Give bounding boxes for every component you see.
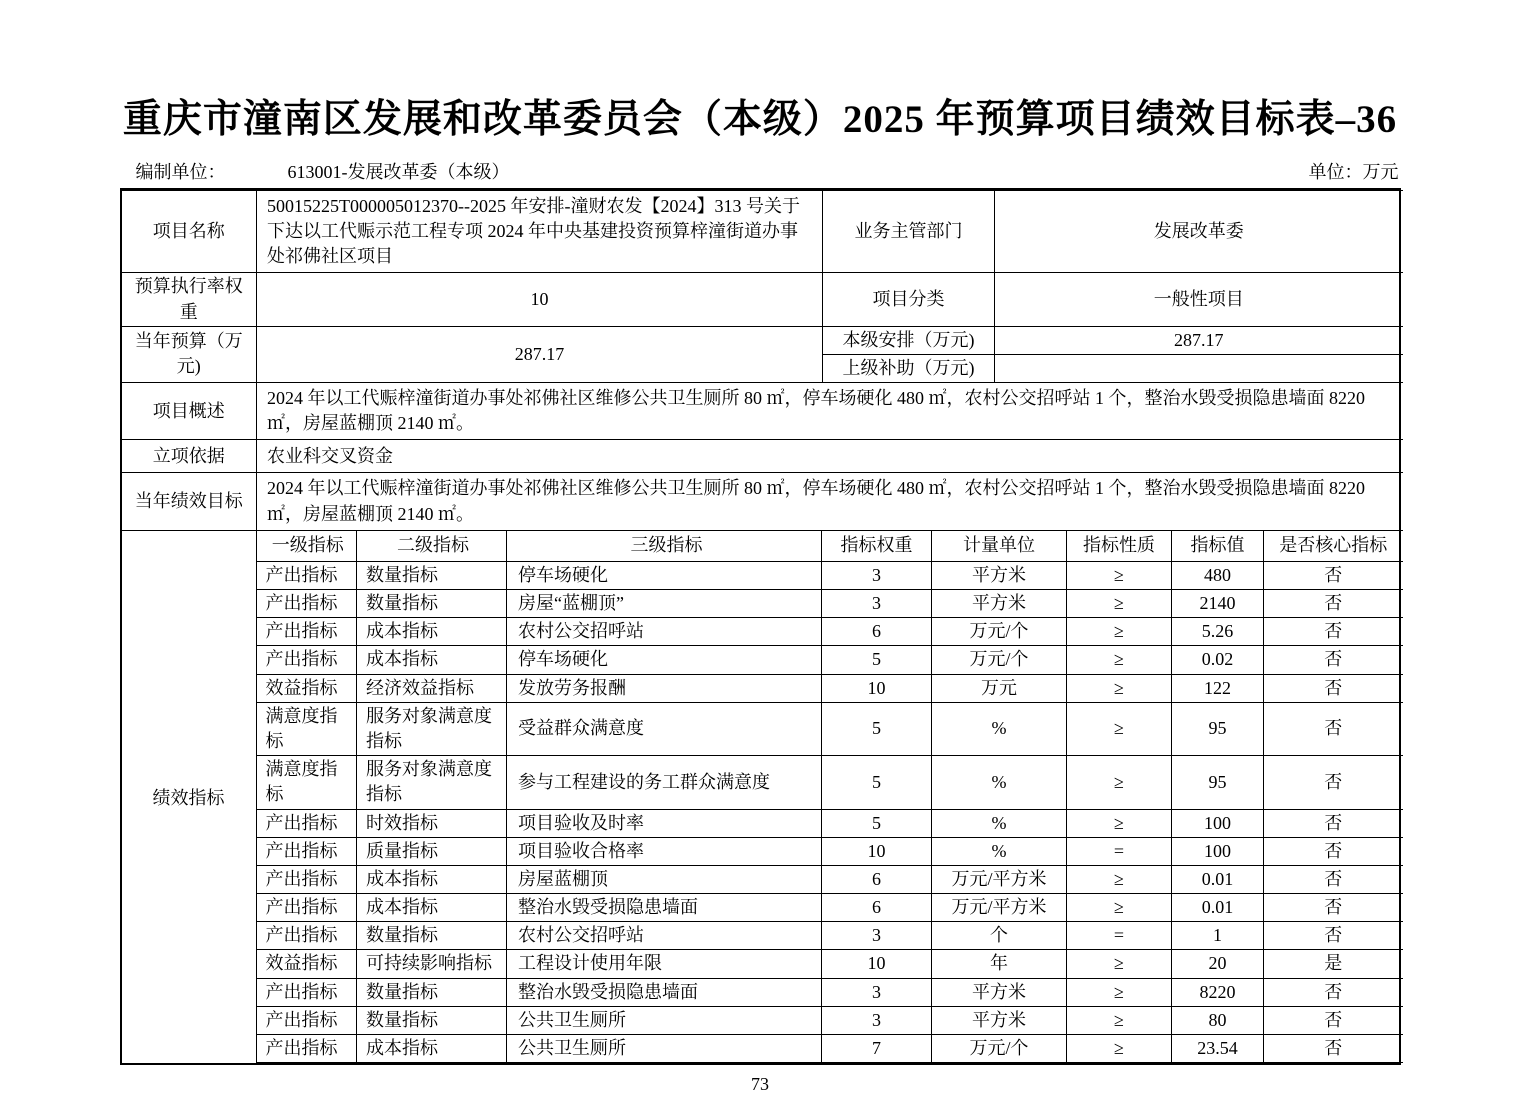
indicator-cell-value: 23.54 — [1172, 1035, 1264, 1063]
indicator-cell-level1: 效益指标 — [257, 950, 357, 978]
indicator-cell-unit: % — [932, 837, 1067, 865]
indicator-cell-level3: 整治水毁受损隐患墙面 — [507, 894, 822, 922]
indicator-header-value: 指标值 — [1172, 531, 1264, 562]
exec-rate-value: 10 — [257, 273, 823, 326]
indicator-cell-value: 5.26 — [1172, 618, 1264, 646]
indicator-cell-unit: 万元/个 — [932, 618, 1067, 646]
indicator-cell-level1: 效益指标 — [257, 674, 357, 702]
indicator-cell-level2: 数量指标 — [357, 922, 507, 950]
indicator-row — [257, 590, 1403, 618]
indicator-cell-level2: 成本指标 — [357, 865, 507, 893]
indicator-row — [257, 950, 1403, 978]
indicator-row — [257, 865, 1403, 893]
indicator-cell-core: 否 — [1264, 978, 1403, 1006]
indicator-cell-core: 是 — [1264, 950, 1403, 978]
indicator-cell-value: 480 — [1172, 561, 1264, 589]
indicator-row — [257, 756, 1403, 809]
category-value: 一般性项目 — [995, 273, 1403, 326]
indicator-row — [257, 1035, 1403, 1063]
indicator-header-nature: 指标性质 — [1067, 531, 1172, 562]
indicator-cell-value: 2140 — [1172, 590, 1264, 618]
indicator-cell-nature: ≥ — [1067, 894, 1172, 922]
indicator-cell-weight: 5 — [822, 702, 932, 755]
indicator-cell-level2: 经济效益指标 — [357, 674, 507, 702]
indicator-cell-level3: 受益群众满意度 — [507, 702, 822, 755]
indicator-cell-core: 否 — [1264, 1006, 1403, 1034]
indicator-cell-nature: = — [1067, 837, 1172, 865]
exec-rate-label: 预算执行率权重 — [122, 273, 257, 326]
local-arrangement-label: 本级安排（万元) — [823, 326, 995, 354]
indicator-cell-weight: 3 — [822, 1006, 932, 1034]
indicator-cell-unit: 平方米 — [932, 561, 1067, 589]
indicator-cell-core: 否 — [1264, 646, 1403, 674]
indicator-cell-level1: 产出指标 — [257, 618, 357, 646]
indicator-cell-level2: 数量指标 — [357, 1006, 507, 1034]
annual-target-row — [122, 473, 1403, 530]
indicator-cell-level3: 农村公交招呼站 — [507, 922, 822, 950]
indicator-header-level2: 二级指标 — [357, 531, 507, 562]
indicator-cell-unit: 平方米 — [932, 978, 1067, 1006]
indicator-cell-level2: 可持续影响指标 — [357, 950, 507, 978]
indicator-row — [257, 674, 1403, 702]
indicator-cell-nature: ≥ — [1067, 809, 1172, 837]
indicator-cell-unit: % — [932, 702, 1067, 755]
indicator-cell-core: 否 — [1264, 1035, 1403, 1063]
indicator-cell-core: 否 — [1264, 618, 1403, 646]
indicator-cell-level2: 时效指标 — [357, 809, 507, 837]
indicator-cell-level3: 参与工程建设的务工群众满意度 — [507, 756, 822, 809]
indicator-cell-core: 否 — [1264, 590, 1403, 618]
annual-target-value: 2024 年以工代赈梓潼街道办事处祁佛社区维修公共卫生厕所 80 ㎡，停车场硬化 480 ㎡，农村公交招呼站 1 个，整治水毁受损隐患墙面 8220 ㎡，房屋蓝棚顶 2140 ㎡。 — [257, 473, 1403, 530]
indicator-header-level3: 三级指标 — [507, 531, 822, 562]
indicator-cell-value: 80 — [1172, 1006, 1264, 1034]
indicator-cell-core: 否 — [1264, 894, 1403, 922]
indicator-cell-level1: 满意度指标 — [257, 702, 357, 755]
indicator-cell-level1: 满意度指标 — [257, 756, 357, 809]
indicator-cell-weight: 10 — [822, 674, 932, 702]
indicator-cell-level1: 产出指标 — [257, 1006, 357, 1034]
indicator-cell-weight: 3 — [822, 978, 932, 1006]
indicator-cell-core: 否 — [1264, 756, 1403, 809]
page-number: 73 — [751, 1074, 769, 1095]
indicator-cell-unit: 万元/个 — [932, 1035, 1067, 1063]
indicator-cell-level1: 产出指标 — [257, 590, 357, 618]
indicator-cell-value: 8220 — [1172, 978, 1264, 1006]
indicator-cell-nature: ≥ — [1067, 950, 1172, 978]
indicator-cell-core: 否 — [1264, 702, 1403, 755]
prepared-by — [136, 158, 510, 184]
indicator-row — [257, 809, 1403, 837]
indicator-row — [257, 978, 1403, 1006]
project-info-table — [122, 190, 1403, 531]
indicator-cell-weight: 10 — [822, 837, 932, 865]
indicator-cell-level3: 项目验收及时率 — [507, 809, 822, 837]
indicator-cell-unit: 个 — [932, 922, 1067, 950]
indicator-cell-level1: 产出指标 — [257, 561, 357, 589]
budget-label: 当年预算（万元) — [122, 326, 257, 382]
indicator-cell-level2: 成本指标 — [357, 646, 507, 674]
budget-performance-table — [120, 188, 1401, 1065]
indicator-cell-core: 否 — [1264, 837, 1403, 865]
meta-row — [120, 158, 1401, 184]
indicator-cell-nature: ≥ — [1067, 756, 1172, 809]
budget-row — [122, 326, 1403, 354]
indicator-header-core: 是否核心指标 — [1264, 531, 1403, 562]
indicator-header-level1: 一级指标 — [257, 531, 357, 562]
indicator-cell-level3: 公共卫生厕所 — [507, 1006, 822, 1034]
indicator-cell-weight: 3 — [822, 922, 932, 950]
overview-label: 项目概述 — [122, 383, 257, 440]
indicator-cell-weight: 7 — [822, 1035, 932, 1063]
indicator-cell-value: 100 — [1172, 837, 1264, 865]
indicator-cell-unit: 万元/平方米 — [932, 865, 1067, 893]
indicator-row — [257, 1006, 1403, 1034]
project-name-value: 50015225T000005012370--2025 年安排-潼财农发【2024】313 号关于下达以工代赈示范工程专项 2024 年中央基建投资预算梓潼街道办事处祁佛社区项目 — [257, 190, 823, 273]
indicator-cell-unit: 万元/平方米 — [932, 894, 1067, 922]
indicator-cell-core: 否 — [1264, 865, 1403, 893]
overview-row — [122, 383, 1403, 440]
indicator-cell-nature: ≥ — [1067, 618, 1172, 646]
indicator-cell-core: 否 — [1264, 809, 1403, 837]
indicator-cell-value: 0.01 — [1172, 865, 1264, 893]
indicator-row — [257, 618, 1403, 646]
indicator-cell-weight: 6 — [822, 865, 932, 893]
indicator-cell-weight: 5 — [822, 646, 932, 674]
indicator-cell-level2: 数量指标 — [357, 590, 507, 618]
indicator-cell-weight: 3 — [822, 561, 932, 589]
performance-indicators-label: 绩效指标 — [122, 531, 257, 1063]
indicator-cell-level3: 农村公交招呼站 — [507, 618, 822, 646]
indicator-cell-level3: 发放劳务报酬 — [507, 674, 822, 702]
basis-label: 立项依据 — [122, 440, 257, 473]
indicator-row — [257, 646, 1403, 674]
unit-label: 单位：万元 — [1308, 161, 1399, 182]
basis-row — [122, 440, 1403, 473]
indicator-cell-nature: ≥ — [1067, 702, 1172, 755]
indicator-cell-weight: 5 — [822, 756, 932, 809]
indicator-cell-value: 100 — [1172, 809, 1264, 837]
indicator-cell-weight: 3 — [822, 590, 932, 618]
indicator-cell-value: 95 — [1172, 756, 1264, 809]
indicator-cell-nature: ≥ — [1067, 1035, 1172, 1063]
indicator-cell-level3: 停车场硬化 — [507, 561, 822, 589]
budget-value: 287.17 — [257, 326, 823, 382]
indicator-cell-unit: 平方米 — [932, 590, 1067, 618]
basis-value: 农业科交叉资金 — [257, 440, 1403, 473]
indicator-cell-unit: % — [932, 809, 1067, 837]
exec-rate-row — [122, 273, 1403, 326]
indicator-row — [257, 561, 1403, 589]
indicator-cell-weight: 6 — [822, 894, 932, 922]
indicator-cell-level1: 产出指标 — [257, 865, 357, 893]
indicator-cell-nature: ≥ — [1067, 590, 1172, 618]
indicator-cell-weight: 6 — [822, 618, 932, 646]
indicator-cell-value: 122 — [1172, 674, 1264, 702]
indicator-cell-unit: % — [932, 756, 1067, 809]
indicator-cell-level1: 产出指标 — [257, 978, 357, 1006]
indicator-cell-level1: 产出指标 — [257, 894, 357, 922]
indicator-cell-level1: 产出指标 — [257, 922, 357, 950]
indicator-cell-unit: 平方米 — [932, 1006, 1067, 1034]
indicator-cell-nature: = — [1067, 922, 1172, 950]
indicator-cell-level3: 项目验收合格率 — [507, 837, 822, 865]
indicator-cell-level1: 产出指标 — [257, 646, 357, 674]
local-arrangement-value: 287.17 — [995, 326, 1403, 354]
indicator-cell-level2: 成本指标 — [357, 894, 507, 922]
indicator-cell-unit: 年 — [932, 950, 1067, 978]
indicator-table-body — [257, 561, 1403, 1062]
indicator-cell-nature: ≥ — [1067, 674, 1172, 702]
indicator-cell-level3: 房屋蓝棚顶 — [507, 865, 822, 893]
performance-indicators-section — [122, 531, 1399, 1063]
annual-target-label: 当年绩效目标 — [122, 473, 257, 530]
indicator-header-row — [257, 531, 1403, 562]
indicator-cell-level2: 成本指标 — [357, 618, 507, 646]
overview-value: 2024 年以工代赈梓潼街道办事处祁佛社区维修公共卫生厕所 80 ㎡，停车场硬化 480 ㎡，农村公交招呼站 1 个，整治水毁受损隐患墙面 8220 ㎡，房屋蓝棚顶 2140 ㎡。 — [257, 383, 1403, 440]
indicator-cell-level1: 产出指标 — [257, 1035, 357, 1063]
indicator-cell-level2: 服务对象满意度指标 — [357, 702, 507, 755]
dept-label: 业务主管部门 — [823, 190, 995, 273]
indicator-header-weight: 指标权重 — [822, 531, 932, 562]
indicator-cell-level1: 产出指标 — [257, 809, 357, 837]
indicator-header-unit: 计量单位 — [932, 531, 1067, 562]
indicator-cell-level3: 整治水毁受损隐患墙面 — [507, 978, 822, 1006]
indicator-cell-value: 20 — [1172, 950, 1264, 978]
indicator-cell-nature: ≥ — [1067, 978, 1172, 1006]
indicator-cell-value: 1 — [1172, 922, 1264, 950]
prepared-by-label: 编制单位： — [135, 161, 226, 182]
indicator-cell-level3: 公共卫生厕所 — [507, 1035, 822, 1063]
superior-subsidy-value — [995, 354, 1403, 382]
indicator-row — [257, 922, 1403, 950]
indicator-cell-level2: 数量指标 — [357, 561, 507, 589]
category-label: 项目分类 — [823, 273, 995, 326]
prepared-by-value: 613001-发展改革委（本级） — [287, 161, 510, 182]
indicator-cell-unit: 万元/个 — [932, 646, 1067, 674]
superior-subsidy-label: 上级补助（万元) — [823, 354, 995, 382]
indicator-cell-level1: 产出指标 — [257, 837, 357, 865]
indicator-table — [257, 531, 1403, 1063]
indicator-cell-level3: 工程设计使用年限 — [507, 950, 822, 978]
indicator-cell-nature: ≥ — [1067, 646, 1172, 674]
indicator-cell-weight: 10 — [822, 950, 932, 978]
indicator-cell-nature: ≥ — [1067, 865, 1172, 893]
indicator-cell-core: 否 — [1264, 922, 1403, 950]
indicator-row — [257, 702, 1403, 755]
indicator-cell-level2: 服务对象满意度指标 — [357, 756, 507, 809]
indicator-row — [257, 837, 1403, 865]
indicator-cell-value: 95 — [1172, 702, 1264, 755]
project-name-row — [122, 190, 1403, 273]
indicator-row — [257, 894, 1403, 922]
dept-value: 发展改革委 — [995, 190, 1403, 273]
indicator-cell-level3: 房屋“蓝棚顶” — [507, 590, 822, 618]
project-name-label: 项目名称 — [122, 190, 257, 273]
indicator-cell-weight: 5 — [822, 809, 932, 837]
page-title: 重庆市潼南区发展和改革委员会（本级）2025 年预算项目绩效目标表–36 — [122, 98, 1398, 141]
indicator-cell-core: 否 — [1264, 561, 1403, 589]
indicator-cell-level2: 成本指标 — [357, 1035, 507, 1063]
indicator-cell-level2: 质量指标 — [357, 837, 507, 865]
indicator-cell-nature: ≥ — [1067, 561, 1172, 589]
indicator-cell-value: 0.01 — [1172, 894, 1264, 922]
indicator-cell-core: 否 — [1264, 674, 1403, 702]
indicator-cell-level2: 数量指标 — [357, 978, 507, 1006]
indicator-cell-nature: ≥ — [1067, 1006, 1172, 1034]
indicator-cell-value: 0.02 — [1172, 646, 1264, 674]
indicator-table-wrap — [257, 531, 1399, 1063]
indicator-cell-level3: 停车场硬化 — [507, 646, 822, 674]
indicator-cell-unit: 万元 — [932, 674, 1067, 702]
